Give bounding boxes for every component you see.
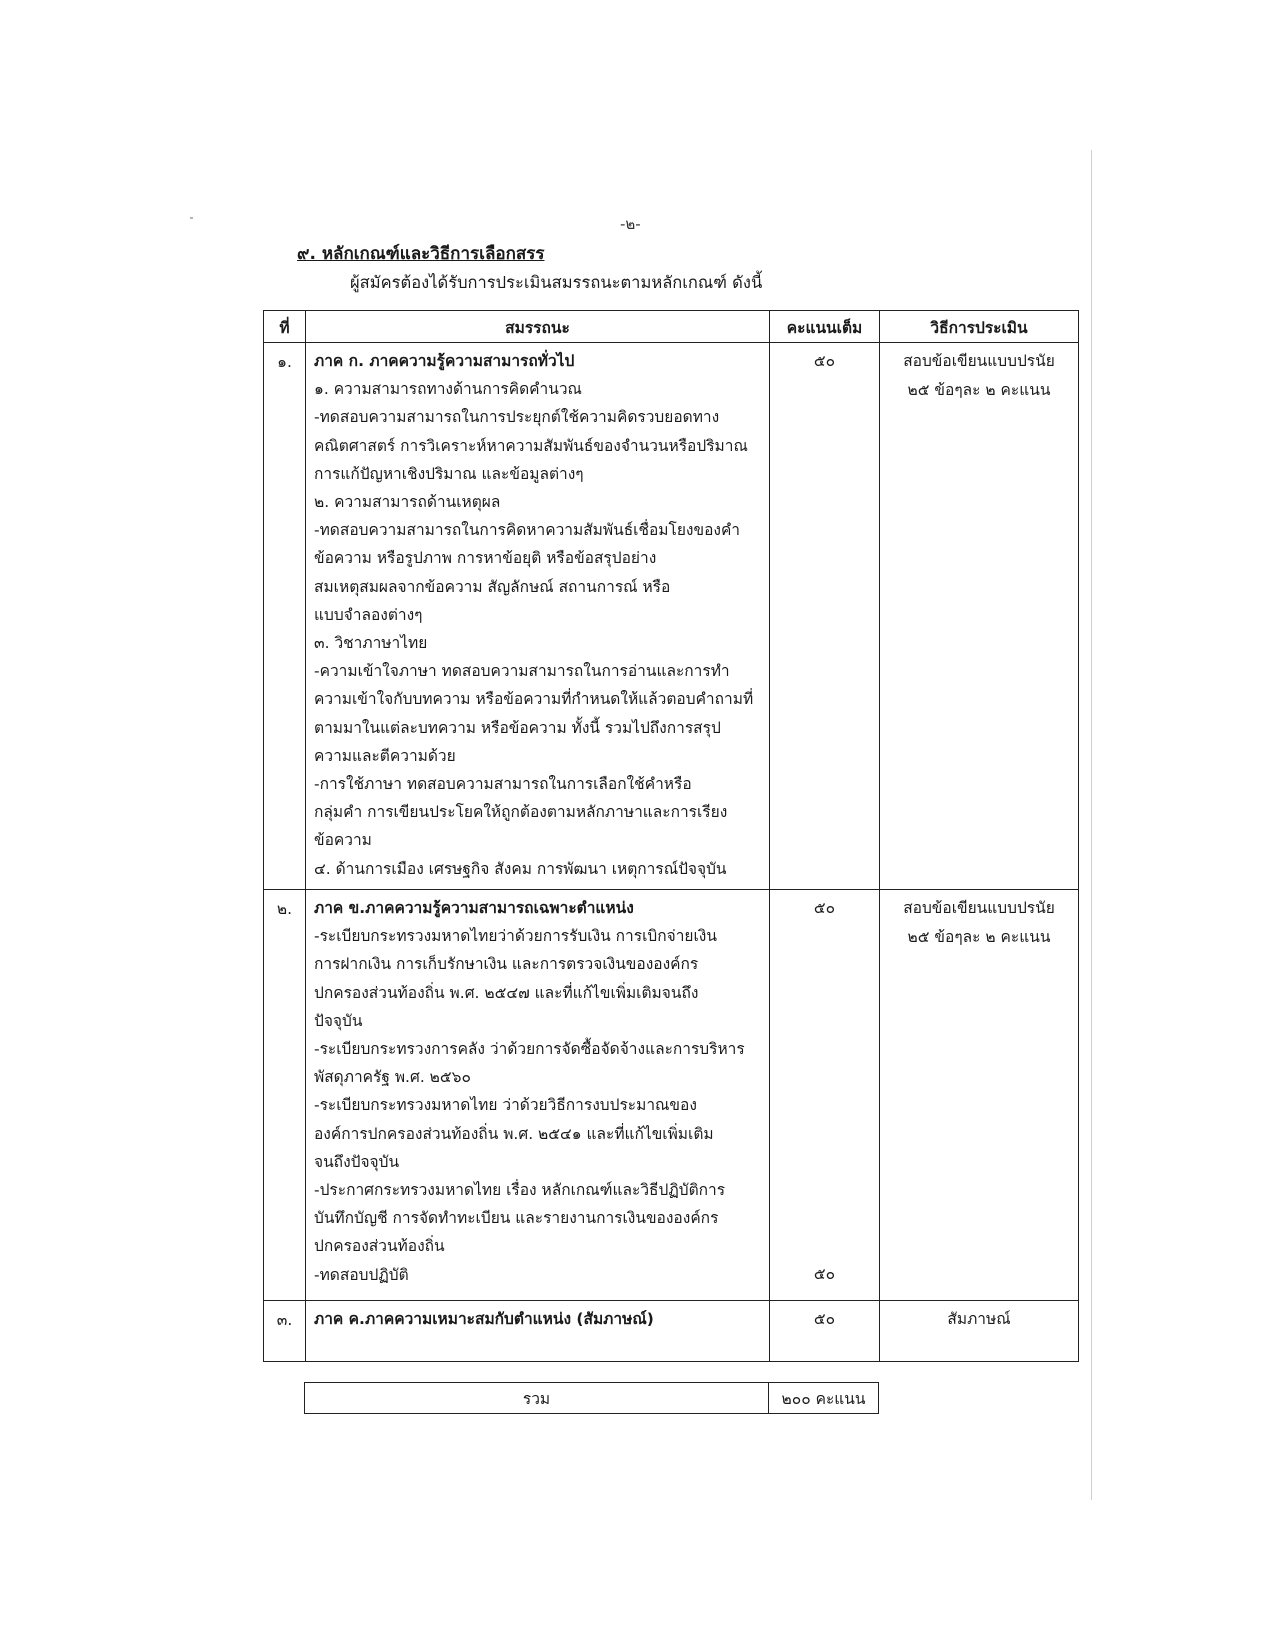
total-table xyxy=(304,1382,879,1414)
header-competency: สมรรถนะ xyxy=(306,311,770,343)
method-line: สอบข้อเขียนแบบปรนัย xyxy=(903,352,1055,370)
competency-line: -การใช้ภาษา ทดสอบความสามารถในการเลือกใช้คำหรือ xyxy=(314,775,692,794)
competency-line: แบบจำลองต่างๆ xyxy=(314,605,423,624)
total-row xyxy=(305,1383,879,1414)
score-stack xyxy=(778,894,871,1294)
total-value: ๒๐๐ คะแนน xyxy=(769,1383,879,1414)
competency-cell xyxy=(306,890,770,1301)
method-cell xyxy=(880,1301,1079,1362)
table-row xyxy=(264,890,1079,1301)
table-header-row xyxy=(264,311,1079,343)
competency-cell xyxy=(306,1301,770,1362)
competency-line: การฝากเงิน การเก็บรักษาเงิน และการตรวจเงินขององค์กร xyxy=(314,955,699,974)
practical-score: ๕๐ xyxy=(813,1265,836,1283)
competency-line: จนถึงปัจจุบัน xyxy=(314,1152,400,1171)
method-line: ๒๕ ข้อๆละ ๒ คะแนน xyxy=(907,928,1051,946)
competency-line: ๑. ความสามารถทางด้านการคิดคำนวณ xyxy=(314,380,582,399)
method-cell xyxy=(880,890,1079,1301)
scan-page-edge xyxy=(1091,150,1092,1500)
competency-line: -ความเข้าใจภาษา ทดสอบความสามารถในการอ่านและการทำ xyxy=(314,662,730,681)
competency-line: ๒. ความสามารถด้านเหตุผล xyxy=(314,493,501,512)
competency-line: ข้อความ xyxy=(314,831,372,850)
scan-speck xyxy=(190,217,193,219)
full-score: ๕๐ xyxy=(813,899,836,917)
competency-line: สมเหตุสมผลจากข้อความ สัญลักษณ์ สถานการณ์ หรือ xyxy=(314,577,671,596)
competency-line: ๓. วิชาภาษาไทย xyxy=(314,634,428,653)
competency-line: -ทดสอบความสามารถในการประยุกต์ใช้ความคิดรวบยอดทาง xyxy=(314,408,720,427)
competency-line: -ระเบียบกระทรวงมหาดไทย ว่าด้วยวิธีการงบประมาณของ xyxy=(314,1096,697,1115)
competency-line: ความเข้าใจกับบทความ หรือข้อความที่กำหนดให้แล้วตอบคำถามที่ xyxy=(314,690,754,709)
competency-line: การแก้ปัญหาเชิงปริมาณ และข้อมูลต่างๆ xyxy=(314,464,584,483)
table-row xyxy=(264,1301,1079,1362)
competency-line: องค์การปกครองส่วนท้องถิ่น พ.ศ. ๒๕๔๑ และที่แก้ไขเพิ่มเติม xyxy=(314,1124,714,1143)
part-title: ภาค ค.ภาคความเหมาะสมกับตำแหน่ง (สัมภาษณ์) xyxy=(314,1310,654,1328)
competency-line: -ทดสอบปฏิบัติ xyxy=(314,1265,409,1284)
competency-line: -ประกาศกระทรวงมหาดไทย เรื่อง หลักเกณฑ์และวิธีปฏิบัติการ xyxy=(314,1181,726,1200)
competency-line: คณิตศาสตร์ การวิเคราะห์หาความสัมพันธ์ของจำนวนหรือปริมาณ xyxy=(314,436,748,455)
row-number: ๒. xyxy=(264,890,306,1301)
competency-line: ๔. ด้านการเมือง เศรษฐกิจ สังคม การพัฒนา เหตุการณ์ปัจจุบัน xyxy=(314,859,727,878)
score-cell xyxy=(770,890,880,1301)
competency-line: ปกครองส่วนท้องถิ่น พ.ศ. ๒๕๔๗ และที่แก้ไขเพิ่มเติมจนถึง xyxy=(314,983,699,1002)
competency-line: ปกครองส่วนท้องถิ่น xyxy=(314,1237,445,1256)
competency-line: ความและตีความด้วย xyxy=(314,746,456,765)
method-cell xyxy=(880,343,1079,890)
full-score: ๕๐ xyxy=(813,352,836,370)
header-method: วิธีการประเมิน xyxy=(880,311,1079,343)
header-no: ที่ xyxy=(264,311,306,343)
page-number: -๒- xyxy=(620,215,641,233)
competency-line: ตามมาในแต่ละบทความ หรือข้อความ ทั้งนี้ รวมไปถึงการสรุป xyxy=(314,718,721,737)
criteria-table xyxy=(263,310,1079,1362)
score-cell xyxy=(770,1301,880,1362)
total-label: รวม xyxy=(305,1383,769,1414)
competency-cell xyxy=(306,343,770,890)
table-row xyxy=(264,343,1079,890)
full-score: ๕๐ xyxy=(813,1310,836,1328)
intro-text: ผู้สมัครต้องได้รับการประเมินสมรรถนะตามหลักเกณฑ์ ดังนี้ xyxy=(350,273,763,292)
competency-line: กลุ่มคำ การเขียนประโยคให้ถูกต้องตามหลักภาษาและการเรียง xyxy=(314,803,728,822)
row-number: ๑. xyxy=(264,343,306,890)
part-title: ภาค ข.ภาคความรู้ความสามารถเฉพาะตำแหน่ง xyxy=(314,899,634,917)
header-full-score: คะแนนเต็ม xyxy=(770,311,880,343)
method-line: ๒๕ ข้อๆละ ๒ คะแนน xyxy=(907,381,1051,399)
method-line: สอบข้อเขียนแบบปรนัย xyxy=(903,899,1055,917)
competency-line: -ระเบียบกระทรวงมหาดไทยว่าด้วยการรับเงิน การเบิกจ่ายเงิน xyxy=(314,927,717,946)
section-title: ๙. หลักเกณฑ์และวิธีการเลือกสรร xyxy=(297,244,545,264)
competency-line: ข้อความ หรือรูปภาพ การหาข้อยุติ หรือข้อสรุปอย่าง xyxy=(314,549,657,568)
row-number: ๓. xyxy=(264,1301,306,1362)
competency-line: -ทดสอบความสามารถในการคิดหาความสัมพันธ์เชื่อมโยงของคำ xyxy=(314,521,741,540)
competency-line: -ระเบียบกระทรวงการคลัง ว่าด้วยการจัดซื้อจัดจ้างและการบริหาร xyxy=(314,1040,745,1059)
method-text: สัมภาษณ์ xyxy=(947,1310,1011,1328)
competency-line: พัสดุภาครัฐ พ.ศ. ๒๕๖๐ xyxy=(314,1068,471,1087)
score-cell xyxy=(770,343,880,890)
competency-line: บันทึกบัญชี การจัดทำทะเบียน และรายงานการเงินขององค์กร xyxy=(314,1209,719,1228)
part-title: ภาค ก. ภาคความรู้ความสามารถทั่วไป xyxy=(314,352,575,370)
competency-line: ปัจจุบัน xyxy=(314,1011,363,1030)
